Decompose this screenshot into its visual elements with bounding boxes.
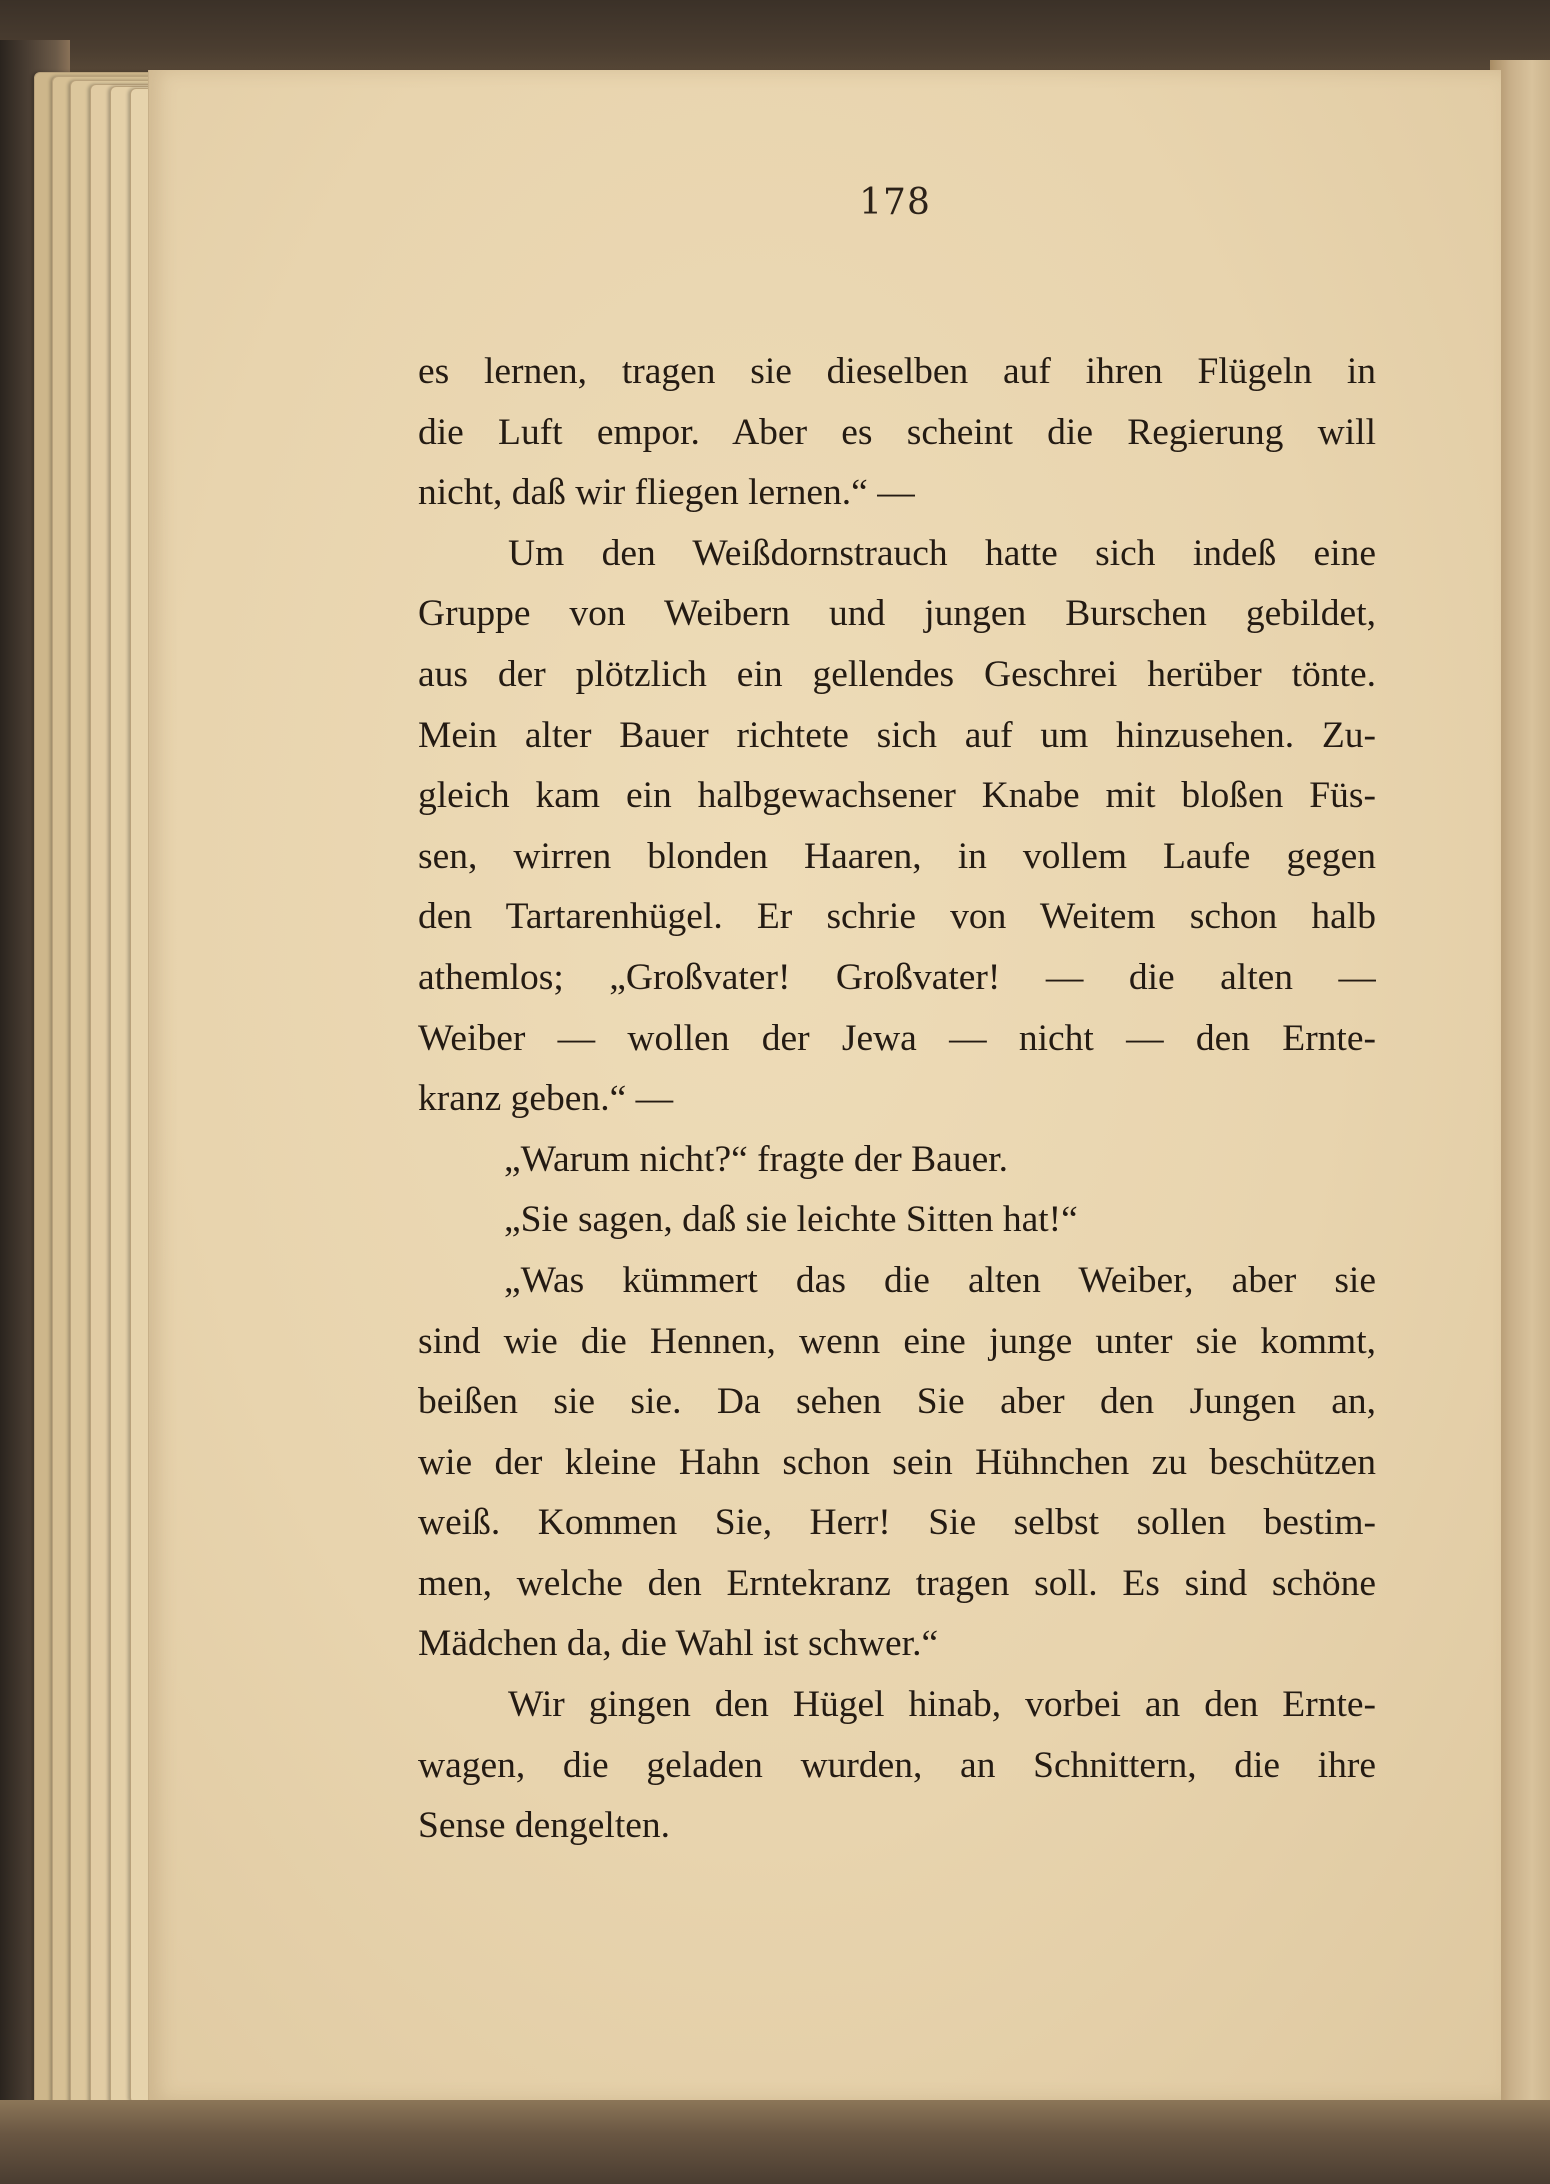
text-line: sen, wirren blonden Haaren, in vollem Laufe gegen xyxy=(418,835,1376,877)
text-line: Wir gingen den Hügel hinab, vorbei an den Ernte- xyxy=(508,1684,1376,1726)
text-line: kranz geben.“ — xyxy=(418,1078,674,1120)
text-line: sind wie die Hennen, wenn eine junge unter sie kommt, xyxy=(418,1320,1376,1362)
text-line: Gruppe von Weibern und jungen Burschen gebildet, xyxy=(418,593,1376,635)
text-line: gleich kam ein halbgewachsener Knabe mit bloßen Füs- xyxy=(418,775,1376,817)
text-line: „Warum nicht?“ fragte der Bauer. xyxy=(504,1138,1009,1180)
text-line: Um den Weißdornstrauch hatte sich indeß eine xyxy=(508,532,1376,574)
text-line: beißen sie sie. Da sehen Sie aber den Jungen an, xyxy=(418,1381,1376,1423)
text-line: „Sie sagen, daß sie leichte Sitten hat!“ xyxy=(504,1199,1078,1241)
book-bottom-edge xyxy=(0,2100,1550,2184)
text-line: Sense dengelten. xyxy=(418,1805,671,1847)
text-line: Weiber — wollen der Jewa — nicht — den Ernte- xyxy=(418,1017,1376,1059)
text-line: wagen, die geladen wurden, an Schnittern, die ihre xyxy=(418,1744,1376,1786)
text-line: wie der kleine Hahn schon sein Hühnchen zu beschützen xyxy=(418,1441,1376,1483)
text-line: die Luft empor. Aber es scheint die Regierung will xyxy=(418,411,1376,453)
text-line: weiß. Kommen Sie, Herr! Sie selbst sollen bestim- xyxy=(418,1502,1376,1544)
text-line: Mein alter Bauer richtete sich auf um hinzusehen. Zu- xyxy=(418,714,1376,756)
text-line: Mädchen da, die Wahl ist schwer.“ xyxy=(418,1623,939,1665)
text-line: den Tartarenhügel. Er schrie von Weitem schon halb xyxy=(418,896,1376,938)
text-line: es lernen, tragen sie dieselben auf ihren Flügeln in xyxy=(418,351,1376,392)
page-text xyxy=(418,342,1376,1857)
text-line: athemlos; „Großvater! Großvater! — die alten — xyxy=(418,956,1376,998)
text-line: men, welche den Erntekranz tragen soll. Es sind schöne xyxy=(418,1562,1376,1604)
text-line: aus der plötzlich ein gellendes Geschrei herüber tönte. xyxy=(418,653,1376,695)
text-line: nicht, daß wir fliegen lernen.“ — xyxy=(418,472,915,514)
page-number: 178 xyxy=(859,182,931,223)
book-binding-top xyxy=(0,0,1550,80)
text-line: „Was kümmert das die alten Weiber, aber sie xyxy=(504,1259,1376,1301)
